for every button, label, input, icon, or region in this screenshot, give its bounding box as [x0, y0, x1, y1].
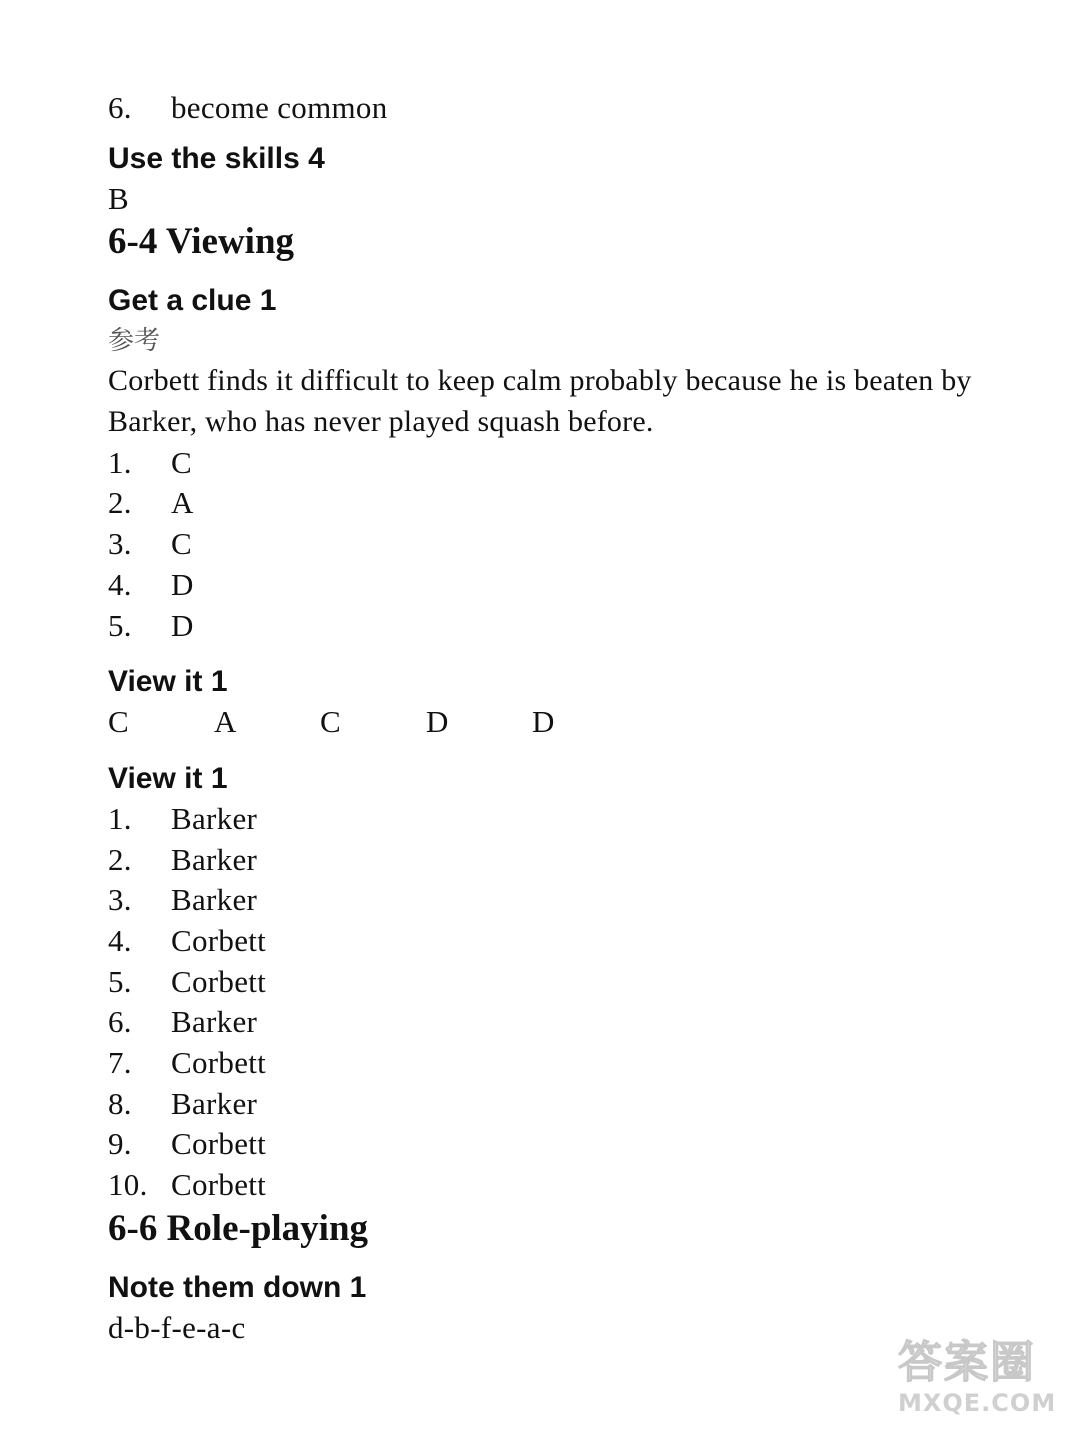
item-text: Barker: [171, 882, 258, 918]
subheading-use-the-skills: Use the skills 4: [108, 141, 325, 175]
list-item: [108, 483, 1008, 524]
answer-cell: C: [320, 704, 341, 740]
item-text: Barker: [171, 841, 258, 877]
answer-text: d-b-f-e-a-c: [108, 1309, 246, 1345]
list-item: [108, 880, 1008, 921]
answer-cell: A: [214, 704, 237, 740]
answer-text: B: [108, 180, 129, 216]
item-text: D: [171, 566, 194, 602]
list-item: [108, 443, 1008, 484]
watermark-logo: [898, 1338, 1073, 1428]
list-item: [108, 799, 1008, 840]
item-number: 3.: [108, 526, 132, 562]
watermark-url: MXQE.COM: [898, 1389, 1057, 1417]
item-number: 4.: [108, 566, 132, 602]
item-number: 5.: [108, 607, 132, 643]
item-number: 3.: [108, 882, 132, 918]
list-item: [108, 1043, 1008, 1084]
subheading-get-a-clue: Get a clue 1: [108, 284, 277, 318]
item-number: 2.: [108, 841, 132, 877]
list-item: [108, 606, 1008, 647]
item-text: Corbett: [171, 1167, 267, 1203]
item-number: 1.: [108, 800, 132, 836]
item-number: 9.: [108, 1126, 132, 1162]
list-item: [108, 1084, 1008, 1125]
list-item: [108, 962, 1008, 1003]
item-text: Corbett: [171, 922, 267, 958]
item-text: D: [171, 607, 194, 643]
item-text: Corbett: [171, 1045, 267, 1081]
reference-label: 参考: [108, 326, 161, 357]
list-item: [108, 1124, 1008, 1165]
answer-page: [108, 88, 1008, 1348]
answer-cell: C: [108, 704, 129, 740]
watermark-title: 答案圈: [898, 1337, 1036, 1388]
subheading-view-it: View it 1: [108, 665, 228, 699]
list-item: [108, 921, 1008, 962]
list-item: [108, 1002, 1008, 1043]
item-text: Barker: [171, 1085, 258, 1121]
item-text: Barker: [171, 800, 258, 836]
item-number: 6.: [108, 90, 132, 125]
list-item: [108, 1165, 1008, 1206]
item-number: 2.: [108, 485, 132, 521]
item-text: C: [171, 526, 192, 562]
list-item: [108, 565, 1008, 606]
section-heading-role-playing: 6-6 Role-playing: [108, 1207, 369, 1249]
item-text: Barker: [171, 1004, 258, 1040]
answer-row: [108, 702, 1008, 743]
answer-cell: D: [532, 704, 555, 740]
item-text: C: [171, 444, 192, 480]
subheading-note-them-down: Note them down 1: [108, 1270, 367, 1304]
answer-list: [108, 799, 1008, 1206]
item-number: 8.: [108, 1085, 132, 1121]
item-number: 5.: [108, 963, 132, 999]
item-text: become common: [171, 90, 388, 125]
list-item: [108, 524, 1008, 565]
list-item: [108, 840, 1008, 881]
answer-paragraph: Corbett finds it difficult to keep calm probably because he is beaten by Barker, who has never played squash before.: [108, 364, 972, 439]
item-number: 10.: [108, 1167, 148, 1203]
list-item: [108, 88, 1008, 129]
item-number: 7.: [108, 1045, 132, 1081]
item-number: 4.: [108, 922, 132, 958]
answer-list: [108, 443, 1008, 646]
item-text: A: [171, 485, 194, 521]
subheading-view-it: View it 1: [108, 761, 228, 795]
item-text: Corbett: [171, 1126, 267, 1162]
item-number: 6.: [108, 1004, 132, 1040]
item-text: Corbett: [171, 963, 267, 999]
section-heading-viewing: 6-4 Viewing: [108, 221, 295, 263]
answer-cell: D: [426, 704, 449, 740]
item-number: 1.: [108, 444, 132, 480]
